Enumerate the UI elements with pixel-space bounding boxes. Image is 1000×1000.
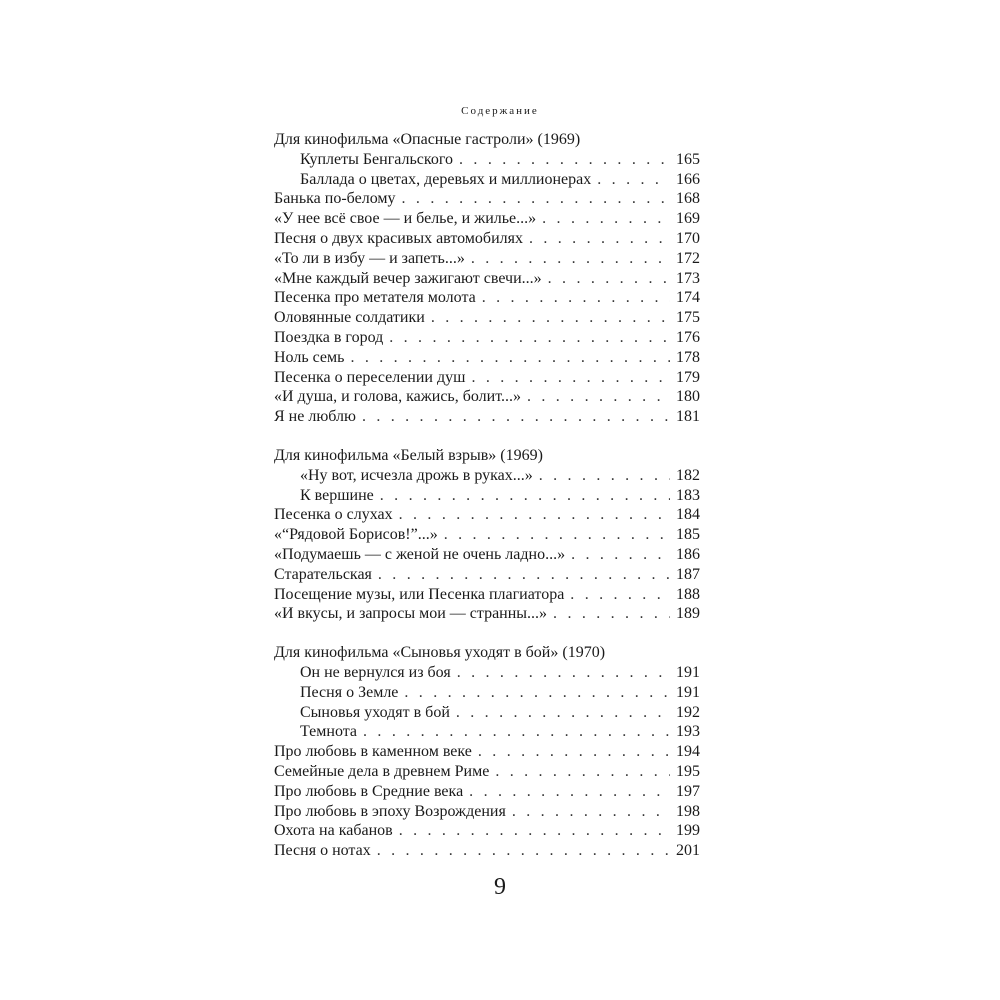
dot-leader [542,209,670,229]
entry-title: Баллада о цветах, деревьях и миллионерах [300,170,592,188]
section-title: Для кинофильма «Белый взрыв» (1969) [274,446,543,464]
entry-title: «“Рядовой Борисов!”...» [274,526,438,544]
toc-entry [274,348,700,368]
toc-entry [274,249,700,269]
entry-page-number: 189 [676,605,700,623]
section-title: Для кинофильма «Сыновья уходят в бой» (1970) [274,644,606,662]
toc-entry [274,209,700,229]
entry-title: «И душа, и голова, кажись, болит...» [274,388,521,406]
entry-page-number: 193 [676,723,700,741]
entry-title: Старательская [274,565,372,583]
entry-page-number: 192 [676,703,700,721]
entry-title: Я не люблю [274,408,356,426]
entry-page-number: 168 [676,190,700,208]
entry-title: «Подумаешь — с женой не очень ладно...» [274,545,566,563]
page-number: 9 [494,874,506,900]
entry-page-number: 186 [676,545,700,563]
entry-page-number: 201 [676,842,700,860]
toc-entry [274,368,700,388]
entry-title: Куплеты Бенгальского [300,150,454,168]
entry-title: Песня о нотах [274,842,371,860]
dot-leader [570,585,670,605]
dot-leader [471,249,670,269]
dot-leader [362,407,670,427]
toc-entry [274,387,700,407]
toc-entry [274,585,700,605]
entry-title: «То ли в избу — и запеть...» [274,249,465,267]
toc-entry [274,802,700,822]
toc-entry [274,170,700,190]
entry-page-number: 199 [676,822,700,840]
dot-leader [571,545,670,565]
toc-entry [274,328,700,348]
entry-title: Песня о двух красивых автомобилях [274,229,523,247]
toc-entry [274,604,700,624]
entry-page-number: 184 [676,506,700,524]
dot-leader [378,565,670,585]
entry-page-number: 197 [676,782,700,800]
running-head: Содержание [461,105,539,117]
entry-title: «У нее всё свое — и белье, и жилье...» [274,210,537,228]
entry-page-number: 188 [676,585,700,603]
dot-leader [380,486,670,506]
entry-page-number: 170 [676,229,700,247]
dot-leader [399,505,670,525]
toc-entry [274,229,700,249]
toc-entry [274,545,700,565]
toc-entry [274,189,700,209]
entry-page-number: 174 [676,289,700,307]
toc-section [274,446,700,624]
dot-leader [444,525,670,545]
dot-leader [495,762,670,782]
entry-page-number: 169 [676,210,700,228]
entry-title: Песенка о переселении душ [274,368,466,386]
toc-entry [274,269,700,289]
toc-entry [274,821,700,841]
entry-page-number: 191 [676,663,700,681]
toc-entry [274,762,700,782]
entry-title: Сыновья уходят в бой [300,703,450,721]
toc-section [274,643,700,861]
dot-leader [456,703,670,723]
entry-title: Песня о Земле [300,683,399,701]
dot-leader [457,663,670,683]
entry-page-number: 165 [676,150,700,168]
entry-page-number: 183 [676,486,700,504]
toc-entry [274,663,700,683]
entry-title: «Мне каждый вечер зажигают свечи...» [274,269,542,287]
dot-leader [512,802,670,822]
entry-page-number: 173 [676,269,700,287]
dot-leader [459,150,670,170]
entry-title: Посещение музы, или Песенка плагиатора [274,585,565,603]
entry-title: Про любовь в эпоху Возрождения [274,802,506,820]
dot-leader [389,328,670,348]
toc-entry [274,407,700,427]
entry-page-number: 172 [676,249,700,267]
dot-leader [529,229,670,249]
toc-entry [274,722,700,742]
dot-leader [478,742,670,762]
entry-title: «И вкусы, и запросы мои — странны...» [274,605,548,623]
entry-title: Он не вернулся из боя [300,663,451,681]
entry-page-number: 179 [676,368,700,386]
entry-title: Охота на кабанов [274,822,393,840]
entry-title: Ноль семь [274,348,345,366]
dot-leader [482,288,670,308]
entry-title: «Ну вот, исчезла дрожь в руках...» [300,466,533,484]
dot-leader [471,368,670,388]
dot-leader [597,170,670,190]
toc-entry [274,308,700,328]
entry-page-number: 178 [676,348,700,366]
dot-leader [399,821,670,841]
dot-leader [431,308,670,328]
toc-entry [274,288,700,308]
dot-leader [363,722,670,742]
entry-title: Оловянные солдатики [274,309,425,327]
toc-entry [274,525,700,545]
entry-page-number: 175 [676,309,700,327]
toc-entry [274,565,700,585]
entry-page-number: 166 [676,170,700,188]
toc-entry [274,150,700,170]
toc-entry [274,742,700,762]
dot-leader [350,348,670,368]
entry-title: Песенка о слухах [274,506,393,524]
entry-page-number: 176 [676,328,700,346]
entry-title: Семейные дела в древнем Риме [274,762,490,780]
entry-title: Темнота [300,723,358,741]
dot-leader [377,841,670,861]
dot-leader [402,189,670,209]
toc-section [274,130,700,427]
section-title: Для кинофильма «Опасные гастроли» (1969) [274,131,581,148]
entry-page-number: 191 [676,683,700,701]
entry-page-number: 187 [676,565,700,583]
entry-title: Поездка в город [274,328,384,346]
entry-page-number: 180 [676,388,700,406]
entry-page-number: 198 [676,802,700,820]
toc-entry [274,782,700,802]
toc-entry [274,486,700,506]
entry-title: Песенка про метателя молота [274,289,476,307]
table-of-contents [274,130,700,861]
dot-leader [469,782,670,802]
entry-title: Про любовь в Средние века [274,782,464,800]
dot-leader [404,683,670,703]
entry-page-number: 194 [676,743,700,761]
entry-title: Про любовь в каменном веке [274,743,472,761]
dot-leader [548,269,670,289]
toc-entry [274,505,700,525]
toc-entry [274,841,700,861]
entry-title: Банька по-белому [274,190,396,208]
toc-entry [274,683,700,703]
entry-page-number: 182 [676,466,700,484]
entry-page-number: 195 [676,762,700,780]
entry-page-number: 181 [676,408,700,426]
toc-entry [274,703,700,723]
dot-leader [527,387,670,407]
entry-page-number: 185 [676,526,700,544]
entry-title: К вершине [300,486,374,504]
toc-entry [274,466,700,486]
dot-leader [553,604,670,624]
dot-leader [539,466,670,486]
